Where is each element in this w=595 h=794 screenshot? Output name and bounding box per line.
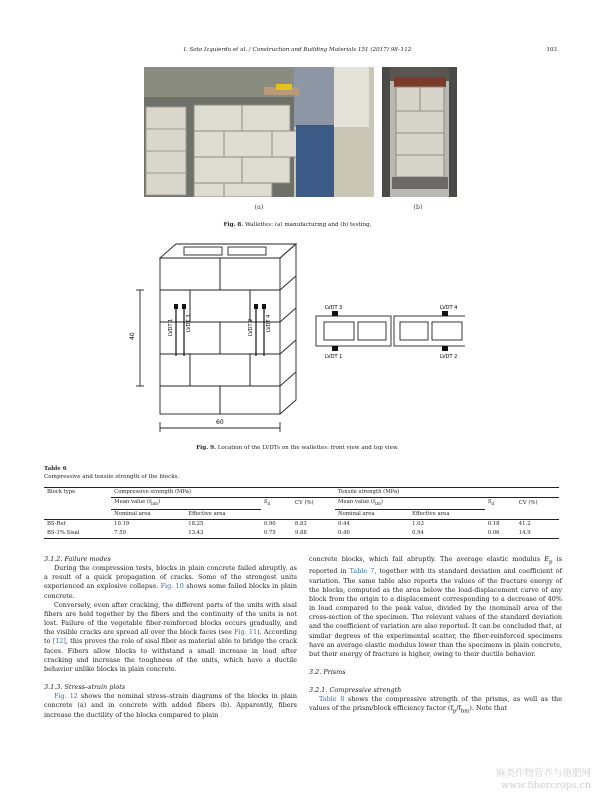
paragraph-failure-2: Conversely, even after cracking, the different parts of the units with sisal fibers are held together by the fibers and the continuity of the units is not lost. Failure of the vegetable fiber-reinforced blocks occurs gradually, and the visible cracks are spread all over the block faces (see Fig. 11). According to [12], this proves the role of sisal fiber as material able to bridge the crack faces. Fibers allow blocks to withstand a small increase in load after cracking and increase the toughness of the units, which have a ductile behavior unlike blocks in plain concrete. [44,600,297,673]
paragraph-compressive: Table 8 shows the compressive strength of the prisms, as well as the values of the prism/block efficiency factor $(f_p/f_{bm})$. Note that [309,695,563,715]
table-row: BS-1% Sisal 7.59 13.43 0.75 9.88 0.40 0.94 0.06 14.9 [44,529,559,539]
wallette-testing-photo [382,67,457,197]
section-prisms: 3.2. Prisms [309,668,346,676]
header-effective-t: Effective area [409,510,485,520]
watermark-line-2: www.fibercrops.cn [501,780,591,791]
watermark [496,768,591,792]
figure-8b-label: (b) [413,203,423,211]
table8-link[interactable]: Table 8 [319,695,345,704]
figure-9-caption-label: Fig. 9. [196,445,216,451]
running-header [0,47,595,59]
fig12-link[interactable]: Fig. 12 [54,692,78,701]
left-column [44,555,297,720]
header-nominal-c: Nominal area [111,510,185,520]
paragraph-failure-1: During the compression tests, blocks in plain concrete failed abruptly, as a result of a quick propagation of cracks. Some of the strongest units experienced an explosive collapse. Fig. 10 shows some failed blocks in plain concrete. [44,564,297,600]
fig10-link[interactable]: Fig. 10 [160,582,184,591]
figure-9-caption-text: Location of the LVDTs on the wallettes: front view and top view. [217,445,399,451]
table7-link[interactable]: Table 7 [349,567,375,576]
ref12-link[interactable]: [12] [52,637,66,646]
front-lvdt2-label: LVDT 2 [248,318,254,336]
wallette-manufacturing-photo [144,67,374,197]
lvdt-location-diagram [120,236,465,436]
width-dimension-label: 60 [216,419,224,426]
header-cv-tensile: CV (%) [516,498,559,510]
figure-8-caption-label: Fig. 8. [223,222,244,228]
right-column [309,555,562,717]
header-sd-compressive: $S_d$ [261,498,292,510]
header-mean-compressive: Mean value $(f_{bm})$ [111,498,261,510]
header-sd-tensile: $S_d$ [485,498,516,510]
section-compressive-strength: 3.2.1. Compressive strength [309,686,402,695]
top-lvdt4-label: LVDT 4 [440,305,458,311]
header-compressive: Compressive strength (MPa) [111,488,335,498]
top-lvdt2-label: LVDT 2 [440,354,458,360]
header-effective-c: Effective area [185,510,261,520]
header-cv-compressive: CV (%) [292,498,335,510]
figure-8a-label: (a) [254,203,264,211]
table-6-label: Table 6 [44,466,67,472]
figure-8-caption [0,222,595,228]
top-lvdt1-label: LVDT 1 [325,354,343,360]
figure-9-caption [0,445,595,451]
header-tensile: Tensile strength (MPa) [335,488,559,498]
header-mean-tensile: Mean value $(f_{tm})$ [335,498,485,510]
compressive-tensile-table [44,487,559,539]
front-lvdt3-label: LVDT 3 [186,314,192,332]
front-lvdt4-label: LVDT 4 [266,314,272,332]
table-row: BS-Ref 10.19 18.25 0.90 8.83 0.44 1.03 0.18 41.2 [47,521,531,528]
fig11-link[interactable]: Fig. 11 [234,628,258,637]
table-6-title: Compressive and tensile strength of the blocks. [44,474,180,480]
page-number: 103 [546,47,557,53]
journal-citation: I. Soto Izquierdo et al. / Construction and Building Materials 151 (2017) 98–112 [183,47,412,53]
top-lvdt3-label: LVDT 3 [325,305,343,311]
figure-8-caption-text: Wallettes: (a) manufacturing and (b) testing. [245,222,372,228]
front-lvdt1-label: LVDT 1 [168,318,174,336]
header-nominal-t: Nominal area [335,510,409,520]
watermark-line-1: 麻类作物营养与施肥网 [495,768,591,779]
section-stress-strain: 3.1.3. Stress–strain plots [44,683,126,692]
paragraph-stress: Fig. 12 shows the nominal stress–strain diagrams of the blocks in plain concrete (a) and in concrete with added fibers (b). Apparently, fibers increase the ductility of the blocks compared to plain [44,692,298,719]
header-block-type: Block type [44,488,111,498]
paragraph-elastic-modulus: concrete blocks, which fail abruptly. The average elastic modulus $E_p$ is reported in Table 7, together with its standard deviation and coefficient of variation. The same table also reports the values of the fracture energy of the blocks, computed as the area below the load-displacement curve of any block from the origin to a displacement corresponding to a decrease of 40% in load compared to the peak value, divided by the (nominal) area of the cross-section of the specimen. The relevant values of the standard deviation and the coefficient of variation are also reported. It can be concluded that, at similar degrees of the experimental scatter, the fiber-reinforced specimens have an average elastic modulus lower than the specimens in plain concrete, but their energy of fracture is higher, owing to their ductile behavior. [309,555,563,658]
height-dimension-label: 40 [129,332,136,340]
section-failure-modes: 3.1.2. Failure modes [44,555,111,563]
